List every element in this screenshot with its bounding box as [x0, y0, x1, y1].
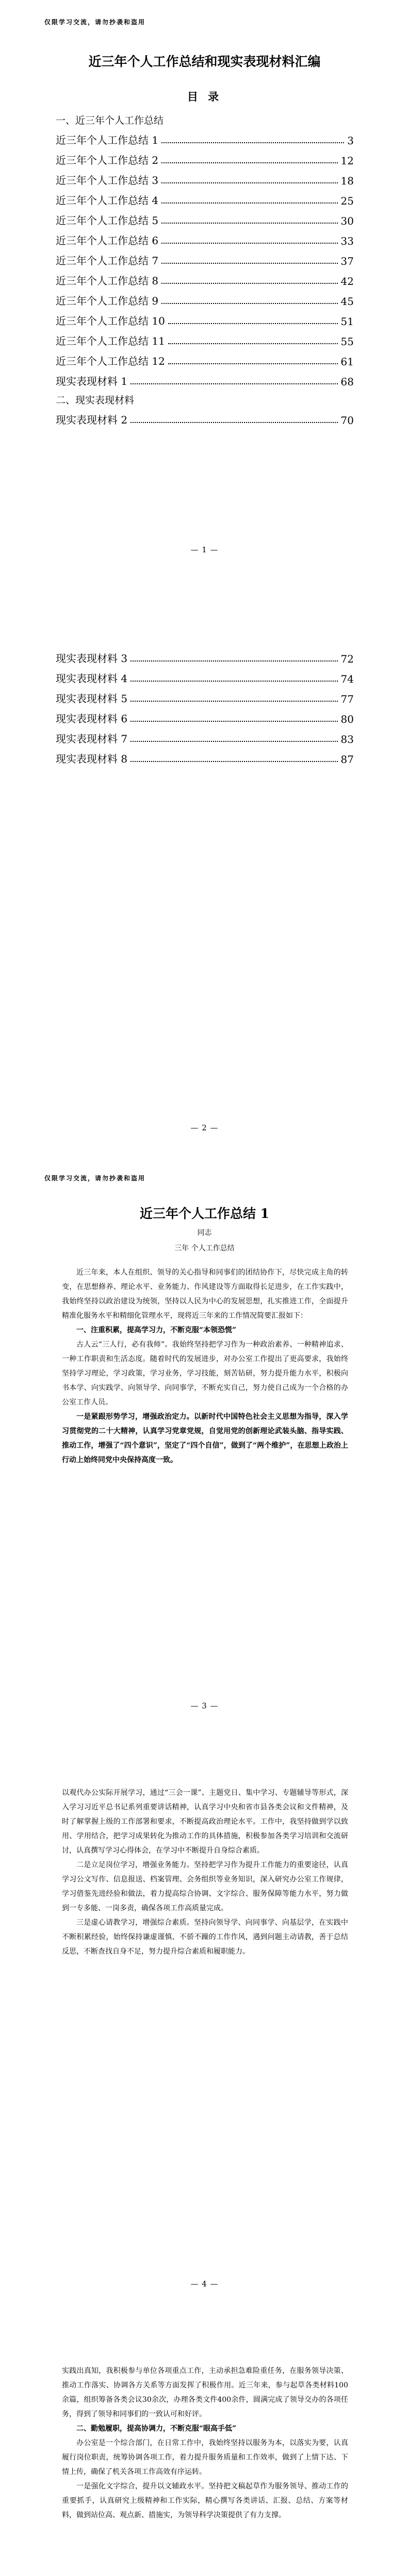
- page-4: [0, 1734, 409, 2312]
- paragraph: 以观代办公实际开展学习，通过“三会一课”、主题党日、集中学习、专题辅导等形式，深入学习习近平总书记系列重要讲话精神，认真学习中央和省市县各类会议和文件精神，及时了解掌握上级的工作部署和要求，不断提高政治理论水平。工作中，我坚持做到学以致用、学用结合，把学习成果转化为推动工作的具体措施，积极参加各类学习培训和交流研讨，认真撰写学习心得体会，在学习中不断提升自身综合素质。: [62, 1789, 348, 1855]
- toc-dot-leader: [161, 263, 337, 264]
- toc-entry[interactable]: [56, 705, 354, 725]
- toc-entry-label: 现实表现材料 7: [56, 733, 128, 745]
- toc-entry-label: 现实表现材料 4: [56, 672, 128, 685]
- toc-entry[interactable]: [56, 348, 354, 368]
- toc-entry[interactable]: [56, 308, 354, 328]
- toc-entry[interactable]: [56, 725, 354, 745]
- toc-entry-page: 30: [340, 215, 354, 227]
- toc-entry-label: 近三年个人工作总结 12: [56, 355, 165, 367]
- toc-entry-label: 近三年个人工作总结 3: [56, 174, 159, 187]
- toc-entry-label: 近三年个人工作总结 10: [56, 315, 165, 327]
- toc-entry-page: 45: [340, 295, 354, 308]
- toc-entry-label: 近三年个人工作总结 1: [56, 134, 159, 146]
- toc-entry[interactable]: [56, 247, 354, 267]
- toc-entry[interactable]: [56, 368, 354, 388]
- page-number: — 3 —: [190, 1701, 219, 1710]
- toc-entry-page: 37: [340, 255, 354, 267]
- paragraph: 办公室是一个综合部门，在日常工作中，我始终坚持以服务为本，以落实为要，认真履行岗位职责，统筹协调各项工作，着力提升服务质量和工作效率，做到了上情下达、下情上传，确保了机关各项工作高效有序运转。: [62, 2439, 348, 2476]
- toc-heading: 目 录: [187, 90, 222, 103]
- toc-dot-leader: [161, 223, 337, 224]
- paragraph: 古人云“三人行，必有我师”。我始终坚持把学习作为一种政治素养、一种精神追求、一种工作职责和生活态度。随着时代的发展进步，对办公室工作提出了更高要求，我始终坚持学习理论，学习政策，学习业务，学习技能，刻苦钻研，努力提升能力水平，积极向书本学、向实践学、向领导学、向同事学，不断充实自己，努力使自己成为一个合格的办公室工作人员。: [62, 1341, 348, 1406]
- toc-list-page-2: [56, 645, 354, 766]
- toc-dot-leader: [161, 303, 337, 304]
- toc-section-heading: 二、现实表现材料: [56, 395, 135, 406]
- toc-entry-label: 现实表现材料 1: [56, 375, 128, 387]
- toc-dot-leader: [130, 660, 337, 662]
- toc-entry[interactable]: [56, 685, 354, 705]
- toc-entry-label: 近三年个人工作总结 6: [56, 234, 159, 247]
- toc-entry-page: 33: [340, 235, 354, 247]
- body-text: [62, 2364, 348, 2522]
- document-title: 近三年个人工作总结和现实表现材料汇编: [88, 54, 321, 69]
- toc-entry-label: 近三年个人工作总结 2: [56, 154, 159, 166]
- toc-dot-leader: [161, 142, 344, 143]
- toc-entry-page: 12: [340, 155, 354, 167]
- section-title: 近三年个人工作总结 1: [139, 1206, 270, 1221]
- toc-dot-leader: [161, 243, 337, 244]
- body-text: [62, 1265, 348, 1467]
- toc-dot-leader: [130, 681, 337, 682]
- body-text: [62, 1786, 348, 1959]
- toc-dot-leader: [161, 202, 337, 204]
- subheading-paragraph: 一是紧跟形势学习，增强政治定力。以新时代中国特色社会主义思想为指导，深入学习贯彻党的二十大精神，认真学习党章党规，自觉用党的创新理论武装头脑、指导实践、推动工作，增强了“四个意识”，坚定了“四个自信”，做到了“两个维护”，在思想上政治上行动上始终同党中央保持高度一致。: [62, 1413, 348, 1464]
- toc-entry-page: 42: [340, 275, 354, 287]
- toc-entry-label: 现实表现材料 2: [56, 414, 128, 426]
- toc-entry[interactable]: [56, 227, 354, 247]
- toc-dot-leader: [161, 283, 337, 284]
- page-number: — 4 —: [190, 2279, 219, 2289]
- toc-entry-page: 87: [340, 753, 354, 766]
- toc-entry-page: 77: [340, 693, 354, 705]
- toc-entry[interactable]: [56, 665, 354, 685]
- header-ribbon: 仅限学习交流，请勿抄袭和盗用: [44, 19, 146, 26]
- page-2: [0, 578, 409, 1156]
- toc-entry-label: 现实表现材料 6: [56, 713, 128, 725]
- toc-list-page-1: [56, 108, 354, 427]
- toc-dot-leader: [130, 741, 337, 742]
- toc-dot-leader: [168, 343, 338, 344]
- toc-entry-label: 现实表现材料 8: [56, 753, 128, 765]
- paragraph: 三是虚心请教学习，增强综合素质。坚持向领导学、向同事学、向基层学，在实践中不断积累经验，始终保持谦虚谨慎、不骄不躁的工作作风，遇到问题主动请教，善于总结反思，不断查找自身不足，努力提升综合素质和履职能力。: [62, 1919, 348, 1956]
- header-ribbon: 仅限学习交流，请勿抄袭和盗用: [44, 1175, 146, 1182]
- toc-entry-page: 74: [340, 673, 354, 685]
- toc-dot-leader: [130, 383, 337, 384]
- toc-entry-label: 近三年个人工作总结 4: [56, 194, 159, 207]
- toc-entry[interactable]: [56, 267, 354, 287]
- toc-entry[interactable]: [56, 127, 354, 147]
- toc-entry-label: 近三年个人工作总结 11: [56, 335, 165, 347]
- toc-entry[interactable]: [56, 287, 354, 308]
- toc-entry[interactable]: [56, 147, 354, 167]
- heading-paragraph: 二、勤勉履职，提高协调力，不断克服“眼高手低”: [76, 2425, 237, 2433]
- toc-entry-label: 现实表现材料 3: [56, 652, 128, 665]
- paragraph: 近三年来，本人在组织、领导的关心指导和同事们的团结协作下，尽快完成主角的转变，在思想修养、理论水平、业务能力、作风建设等方面取得长足进步，在工作实践中，我始终坚持以政治建设为统领，坚持以人民为中心的发展思想，扎实推进工作，全面提升精准化服务水平和精细化管理水平，现将近三年来的工作情况简要汇报如下：: [62, 1268, 348, 1320]
- toc-dot-leader: [130, 721, 337, 722]
- toc-entry-page: 72: [340, 653, 354, 665]
- toc-dot-leader: [161, 182, 337, 183]
- toc-entry-label: 近三年个人工作总结 9: [56, 295, 159, 307]
- toc-entry-label: 近三年个人工作总结 7: [56, 255, 159, 267]
- toc-entry[interactable]: [56, 406, 354, 427]
- paragraph: 实践出真知，我积极参与单位各项重点工作，主动承担急难险重任务，在服务领导决策、推动工作落实、协调各方关系等方面发挥了积极作用。近三年来，参与起草各类材料100余篇，组织筹备各类会议30余次，办理各类文件400余件，圆满完成了领导交办的各项任务，得到了领导和同事们的一致认可和好评。: [62, 2367, 348, 2418]
- page-number: — 1 —: [190, 545, 219, 554]
- toc-entry[interactable]: [56, 187, 354, 207]
- toc-entry-page: 51: [340, 315, 354, 328]
- toc-entry-page: 55: [340, 335, 354, 348]
- author-line: 同志: [197, 1229, 212, 1237]
- page-3: [0, 1156, 409, 1734]
- toc-dot-leader: [130, 422, 337, 423]
- toc-dot-leader: [130, 701, 337, 702]
- page-5: [0, 2312, 409, 2576]
- toc-entry-page: 3: [347, 134, 354, 147]
- toc-entry-page: 83: [340, 733, 354, 745]
- toc-entry-label: 近三年个人工作总结 8: [56, 275, 159, 287]
- toc-entry[interactable]: [56, 167, 354, 187]
- subtitle-line: 三年 个人工作总结: [174, 1244, 235, 1252]
- toc-dot-leader: [130, 761, 337, 762]
- toc-entry-label: 近三年个人工作总结 5: [56, 214, 159, 227]
- page-1: [0, 0, 409, 578]
- toc-entry-page: 70: [340, 414, 354, 427]
- toc-entry-label: 现实表现材料 5: [56, 692, 128, 705]
- toc-entry[interactable]: [56, 328, 354, 348]
- toc-entry-page: 18: [340, 175, 354, 187]
- toc-dot-leader: [168, 323, 338, 324]
- toc-entry-page: 25: [340, 195, 354, 207]
- toc-entry-page: 68: [340, 376, 354, 388]
- toc-dot-leader: [161, 162, 337, 163]
- toc-entry[interactable]: [56, 745, 354, 766]
- toc-dot-leader: [168, 363, 338, 364]
- paragraph: 一是强化文字综合，提升以文辅政水平。坚持把文稿起草作为服务领导、推动工作的重要抓手，认真研究上级精神和工作实际，精心撰写各类讲话、汇报、总结、方案等材料，做到站位高、观点新、措施实，为领导科学决策提供了有力支撑。: [62, 2482, 348, 2519]
- toc-entry[interactable]: [56, 207, 354, 227]
- page-number: — 2 —: [190, 1123, 219, 1132]
- paragraph: 二是立足岗位学习，增强业务能力。坚持把学习作为提升工作能力的重要途径，认真学习公文写作、信息报送、档案管理、会务组织等业务知识，深入研究办公室工作规律，学习借鉴先进经验和做法，着力提高综合协调、文字综合、服务保障等能力水平，努力做到一专多能、一岗多责，确保各项工作高质量完成。: [62, 1861, 348, 1912]
- toc-section-heading: 一、近三年个人工作总结: [56, 115, 164, 126]
- toc-entry[interactable]: [56, 645, 354, 665]
- toc-entry-page: 80: [340, 713, 354, 725]
- toc-entry-page: 61: [340, 355, 354, 368]
- heading-paragraph: 一、注重积累，提高学习力，不断克服“本领恐慌”: [76, 1326, 237, 1334]
